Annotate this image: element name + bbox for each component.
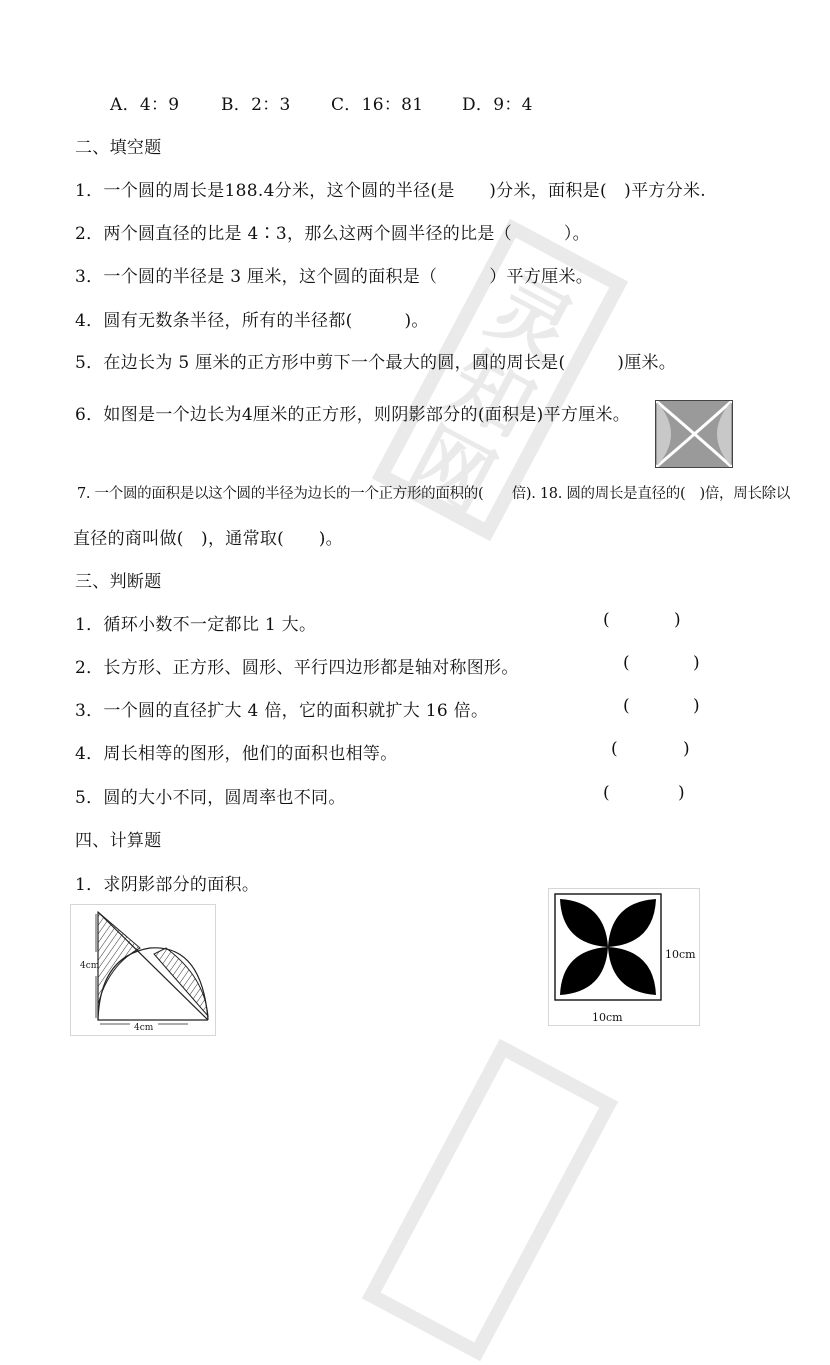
judge-answer-close-4: ) [683, 739, 690, 759]
fill-q1: 1．一个圆的周长是188.4分米，这个圆的半径(是 )分米，面积是( )平方分米. [75, 181, 707, 201]
svg-text:知: 知 [434, 335, 549, 456]
hatched-triangle-figure [70, 904, 216, 1036]
judge-answer-open-2: ( [623, 653, 630, 673]
heading-fill: 二、填空题 [75, 138, 162, 158]
judge-answer-open-1: ( [603, 610, 610, 630]
fig2-side-label: 10cm [665, 948, 696, 961]
fig1-side-label: 4cm [80, 961, 100, 971]
judge-answer-close-1: ) [674, 610, 681, 630]
fill-q6: 6．如图是一个边长为4厘米的正方形，则阴影部分的(面积是)平方厘米。 [75, 405, 631, 425]
judge-answer-open-5: ( [603, 783, 610, 803]
heading-judge: 三、判断题 [75, 572, 162, 592]
option-d: D．9：4 [462, 95, 533, 115]
judge-answer-close-2: ) [693, 653, 700, 673]
heading-calc: 四、计算题 [75, 831, 162, 851]
fig2-bottom-label: 10cm [592, 1011, 623, 1024]
watermark-logo-bottom [358, 1035, 622, 1365]
judge-answer-close-3: ) [693, 696, 700, 716]
fig1-bottom-label: 4cm [134, 1023, 154, 1033]
option-b: B．2：3 [221, 95, 291, 115]
judge-item-2: 2．长方形、正方形、圆形、平行四边形都是轴对称图形。 [75, 658, 519, 678]
fill-q7-line2: 直径的商叫做( )，通常取( )。 [73, 529, 343, 549]
fill-q3: 3．一个圆的半径是 3 厘米，这个圆的面积是（ ）平方厘米。 [75, 267, 594, 287]
judge-answer-open-3: ( [623, 696, 630, 716]
judge-item-5: 5．圆的大小不同，圆周率也不同。 [75, 788, 346, 808]
judge-answer-open-4: ( [611, 739, 618, 759]
judge-item-1: 1．循环小数不一定都比 1 大。 [75, 615, 317, 635]
fill-q7-line1: 7. 一个圆的面积是以这个圆的半径为边长的一个正方形的面积的( 倍). 18. 圆的周长是直径的( )倍，周长除以 [77, 486, 791, 502]
judge-item-3: 3．一个圆的直径扩大 4 倍，它的面积就扩大 16 倍。 [75, 701, 489, 721]
fill-q4: 4．圆有无数条半径，所有的半径都( )。 [75, 311, 429, 331]
calc-q1: 1．求阴影部分的面积。 [75, 875, 260, 895]
judge-item-4: 4．周长相等的图形，他们的面积也相等。 [75, 744, 398, 764]
judge-answer-close-5: ) [678, 783, 685, 803]
fill-q2: 2．两个圆直径的比是 4∶3，那么这两个圆半径的比是（ ）。 [75, 224, 590, 244]
square-shaded-figure [655, 400, 733, 468]
svg-text:灵: 灵 [474, 260, 589, 381]
option-a: A．4：9 [110, 95, 180, 115]
fill-q5: 5．在边长为 5 厘米的正方形中剪下一个最大的圆，圆的周长是( )厘米。 [75, 353, 677, 373]
svg-text:网: 网 [394, 410, 510, 531]
option-c: C．16：81 [331, 95, 424, 115]
petal-square-figure [548, 888, 700, 1026]
